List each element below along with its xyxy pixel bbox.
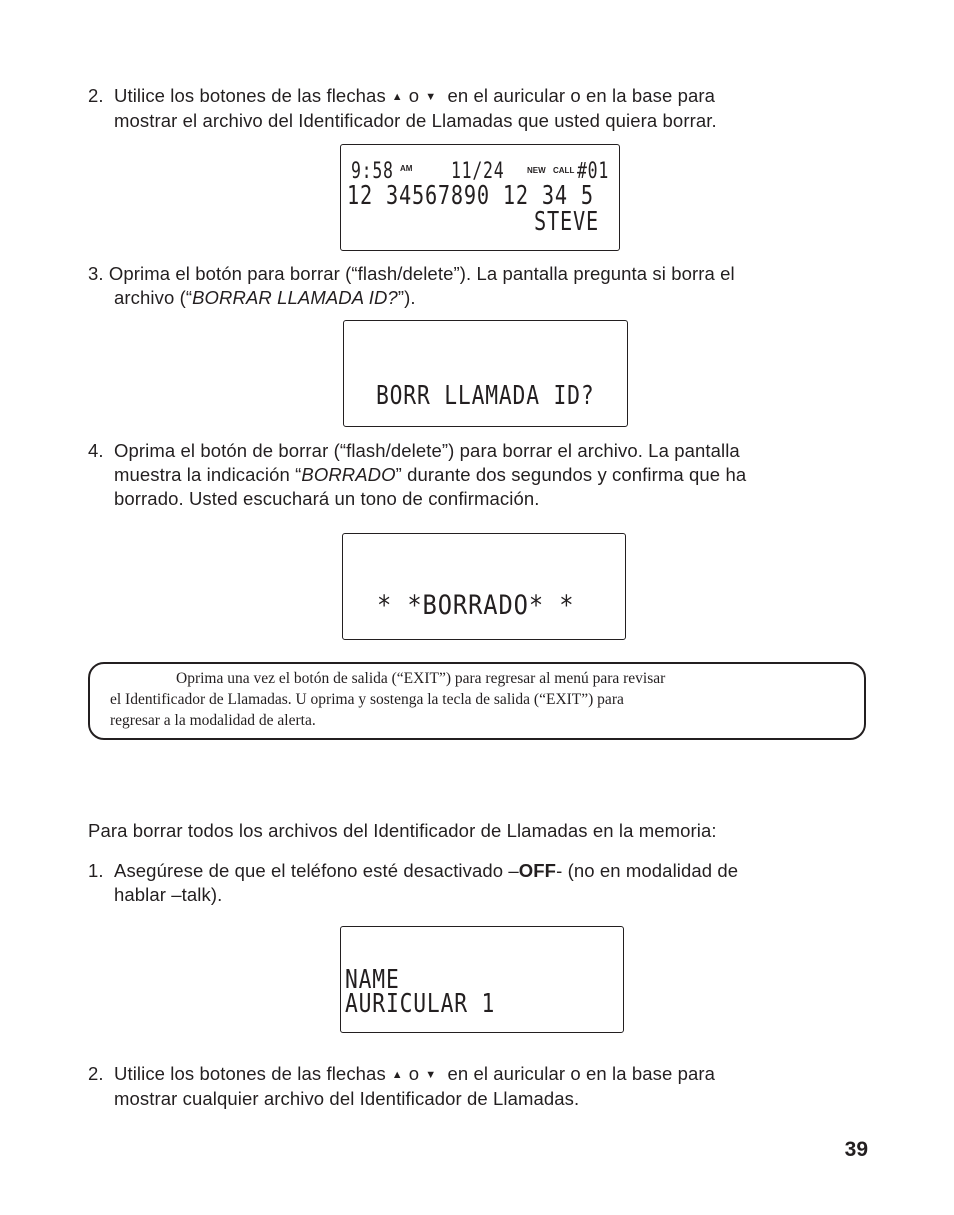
- step-text: mostrar el archivo del Identificador de Llamadas que usted quiera borrar.: [114, 110, 717, 131]
- lcd-name: STEVE: [534, 207, 599, 237]
- lcd-display-deleted: [342, 533, 626, 640]
- step-text: Utilice los botones de las flechas: [114, 85, 386, 106]
- lcd-am: AM: [400, 164, 413, 173]
- lcd-time: 9:58: [351, 159, 394, 184]
- step-text: Oprima el botón para borrar (“flash/delete”). La pantalla pregunta si borra el: [108, 263, 735, 284]
- step-3-instruction: [88, 262, 848, 310]
- step-text: ” durante dos segundos y confirma que ha: [395, 464, 747, 485]
- page-number: 39: [844, 1138, 868, 1161]
- lcd-display-delete-prompt: [343, 320, 628, 427]
- lcd-new: NEW: [527, 166, 546, 175]
- step-text: Utilice los botones de las flechas: [114, 1063, 386, 1084]
- step-text: ”).: [397, 287, 416, 308]
- step-text: muestra la indicación “: [114, 464, 302, 485]
- or-text: o: [408, 1063, 420, 1084]
- step-text: archivo (“: [114, 287, 193, 308]
- display-message: BORRAR LLAMADA ID?: [192, 287, 398, 308]
- step-text: hablar –talk).: [114, 884, 223, 905]
- arrow-down-icon: ▼: [425, 91, 437, 103]
- step-number: 1.: [88, 860, 104, 881]
- note-text: Oprima una vez el botón de salida (“EXIT”) para regresar al menú para revisar: [176, 670, 666, 687]
- lcd-date: 11/24: [451, 159, 505, 184]
- section-intro: Para borrar todos los archivos del Identificador de Llamadas en la memoria:: [88, 820, 717, 841]
- step-text: Oprima el botón de borrar (“flash/delete”) para borrar el archivo. La pantalla: [114, 440, 740, 461]
- step-number: 3.: [88, 263, 104, 284]
- step-text: en el auricular o en la base para: [447, 1063, 716, 1084]
- step-text: - (no en modalidad de: [556, 860, 739, 881]
- step-text: en el auricular o en la base para: [447, 85, 716, 106]
- step-4-instruction: [88, 439, 848, 511]
- lcd-display-caller-id: [340, 144, 620, 251]
- lcd-number: 12 34567890 12 34 5: [347, 181, 594, 211]
- arrow-up-icon: ▲: [391, 91, 403, 103]
- step-1-instruction: [88, 859, 848, 907]
- lcd-count: #01: [577, 159, 610, 184]
- lcd-line-2: AURICULAR 1: [345, 989, 496, 1019]
- or-text: o: [408, 85, 420, 106]
- lcd-text: * *BORRADO* *: [377, 590, 575, 621]
- step-2-instruction: [88, 84, 848, 133]
- lcd-line-1: NAME: [345, 965, 400, 995]
- arrow-up-icon: ▲: [391, 1069, 403, 1081]
- note-box: [88, 662, 866, 740]
- step-number: 2.: [88, 85, 104, 106]
- off-label: OFF: [518, 860, 557, 881]
- lcd-call: CALL: [553, 166, 575, 175]
- display-message: BORRADO: [301, 464, 396, 485]
- note-text: regresar a la modalidad de alerta.: [110, 712, 316, 729]
- step-text: borrado. Usted escuchará un tono de confirmación.: [114, 488, 540, 509]
- lcd-text: BORR LLAMADA ID?: [376, 381, 595, 411]
- step-2-instruction-all: [88, 1062, 848, 1111]
- lcd-display-handset-name: [340, 926, 624, 1033]
- step-text: Asegúrese de que el teléfono esté desactivado –: [114, 860, 519, 881]
- note-text: el Identificador de Llamadas. U oprima y sostenga la tecla de salida (“EXIT”) para: [110, 691, 624, 708]
- step-text: mostrar cualquier archivo del Identificador de Llamadas.: [114, 1088, 580, 1109]
- step-number: 2.: [88, 1063, 104, 1084]
- step-number: 4.: [88, 440, 104, 461]
- arrow-down-icon: ▼: [425, 1069, 437, 1081]
